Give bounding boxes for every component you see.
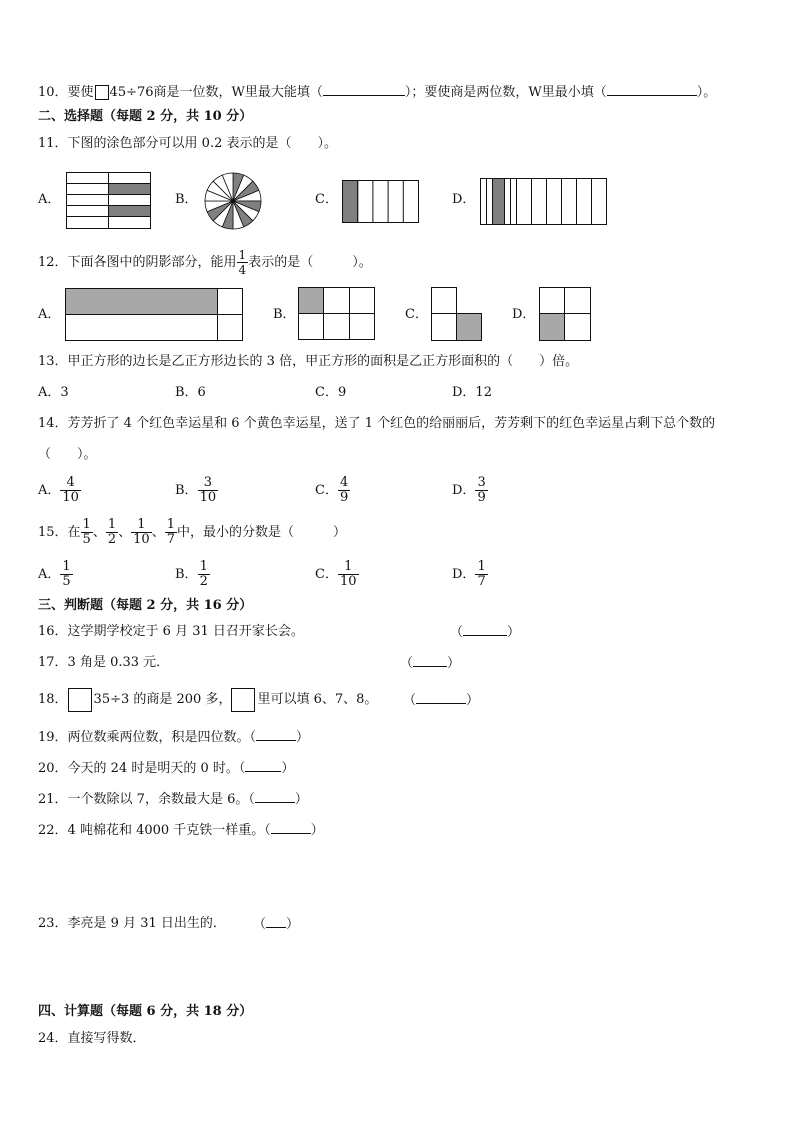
q11-stem: 11．下图的涂色部分可以用 0.2 表示的是（ ）。 (38, 136, 337, 151)
q12-fraction: $\frac{1}{4}$ (238, 248, 247, 277)
q12-figure-a (65, 288, 245, 342)
q15-option-d[interactable]: D． $\frac{1}{7}$ (452, 559, 486, 589)
q11-option-b-label[interactable]: B． (175, 192, 198, 207)
q11-option-a-label[interactable]: A． (38, 192, 61, 207)
q20-stem: 20．今天的 24 时是明天的 0 时。（ ） (38, 761, 295, 776)
q10-blank1[interactable] (323, 83, 405, 96)
q14-stem: 14．芳芳折了 4 个红色幸运星和 6 个黄色幸运星，送了 1 个红色的给丽丽后，芳芳剩下的红色幸运星占剩下总个数的 (38, 416, 716, 431)
q11-figure-c (342, 180, 420, 224)
q19-answer[interactable] (256, 728, 296, 741)
q22-stem: 22．4 吨棉花和 4000 千克铁一样重。（ ） (38, 823, 324, 838)
q12-stem: 12．下面各图中的阴影部分，能用 $\frac{1}{4}$ 表示的是（ ）。 (38, 248, 372, 277)
q11-a-shade-2 (109, 206, 151, 217)
q16-stem: 16．这学期学校定于 6 月 31 日召开家长会。 (38, 624, 304, 639)
q14-a-fraction: $\frac{4}{10}$ (62, 475, 79, 505)
q18-box-2 (231, 688, 255, 712)
q11-option-c-label[interactable]: C． (315, 192, 338, 207)
q20-answer[interactable] (245, 759, 281, 772)
q14-option-c[interactable]: C． $\frac{4}{9}$ (315, 475, 349, 505)
q12-figure-d (539, 287, 593, 343)
section-3-title: 三、判断题（每题 2 分，共 16 分） (38, 598, 253, 613)
q11-option-d-label[interactable]: D． (452, 192, 476, 207)
q12-option-b-label[interactable]: B． (273, 307, 296, 322)
q18-stem: 18． 35÷3 的商是 200 多， 里可以填 6、7、8。 (38, 687, 377, 713)
q14-option-d[interactable]: D． $\frac{3}{9}$ (452, 475, 486, 505)
q17-answer[interactable]: （ ） (400, 656, 461, 671)
q15-option-a[interactable]: A． $\frac{1}{5}$ (38, 559, 71, 589)
q24-stem: 24．直接写得数． (38, 1031, 146, 1046)
q10-text4: ）。 (696, 85, 717, 100)
q12-option-a-label[interactable]: A． (38, 307, 61, 322)
q13-option-c[interactable]: C．9 (315, 385, 347, 400)
q10-blank2[interactable] (607, 83, 697, 96)
q12-option-c-label[interactable]: C． (405, 307, 428, 322)
q22-answer[interactable] (271, 821, 311, 834)
q12-option-d-label[interactable]: D． (512, 307, 536, 322)
q14-stem-2: （ ）。 (38, 447, 97, 462)
q13-stem: 13．甲正方形的边长是乙正方形边长的 3 倍，甲正方形的面积是乙正方形面积的（ ）倍。 (38, 354, 579, 369)
q16-answer[interactable]: （ ） (450, 625, 521, 640)
q23-stem: 23．李亮是 9 月 31 日出生的． (38, 916, 226, 931)
q18-box-1 (68, 688, 92, 712)
q15-stem: 15．在 $\frac{1}{5}$ 、 $\frac{1}{2}$ 、 $\frac{1}{10}$ 、 $\frac{1}{7}$ 中，最小的分数是（ ） (38, 517, 346, 547)
q14-d-fraction: $\frac{3}{9}$ (477, 475, 486, 505)
q13-option-a[interactable]: A．3 (38, 385, 69, 400)
section-4-title: 四、计算题（每题 6 分，共 18 分） (38, 1004, 253, 1019)
q14-option-b[interactable]: B． $\frac{3}{10}$ (175, 475, 217, 505)
q10-box (95, 85, 109, 100)
q12-figure-b (298, 287, 376, 341)
q12-figure-c (431, 287, 485, 343)
q10-line (38, 83, 716, 102)
q14-c-fraction: $\frac{4}{9}$ (339, 475, 349, 505)
q14-option-a[interactable]: A． $\frac{4}{10}$ (38, 475, 79, 505)
q19-stem: 19．两位数乘两位数，积是四位数。（ ） (38, 730, 310, 745)
q15-option-b[interactable]: B． $\frac{1}{2}$ (175, 559, 208, 589)
q10-text3: ）；要使商是两位数，W里最小填（ (404, 85, 607, 100)
q23-answer[interactable]: （ ） (253, 917, 300, 932)
q10-text2: 45÷76商是一位数，W里最大能填（ (109, 85, 323, 100)
q21-answer[interactable] (255, 790, 295, 803)
q13-option-d[interactable]: D．12 (452, 385, 492, 400)
q21-stem: 21．一个数除以 7，余数最大是 6。（ ） (38, 792, 308, 807)
q14-b-fraction: $\frac{3}{10}$ (199, 475, 217, 505)
q10-text: 10．要使 (38, 85, 94, 100)
section-2-title: 二、选择题（每题 2 分，共 10 分） (38, 109, 253, 124)
q11-figure-b (203, 171, 263, 231)
q17-stem: 17．3 角是 0.33 元． (38, 655, 170, 670)
q13-option-b[interactable]: B．6 (175, 385, 206, 400)
q18-answer[interactable]: （ ） (403, 693, 480, 708)
q11-figure-d (480, 178, 608, 226)
q11-a-shade-1 (109, 184, 151, 195)
q11-figure-a (66, 172, 152, 230)
q15-option-c[interactable]: C． $\frac{1}{10}$ (315, 559, 357, 589)
